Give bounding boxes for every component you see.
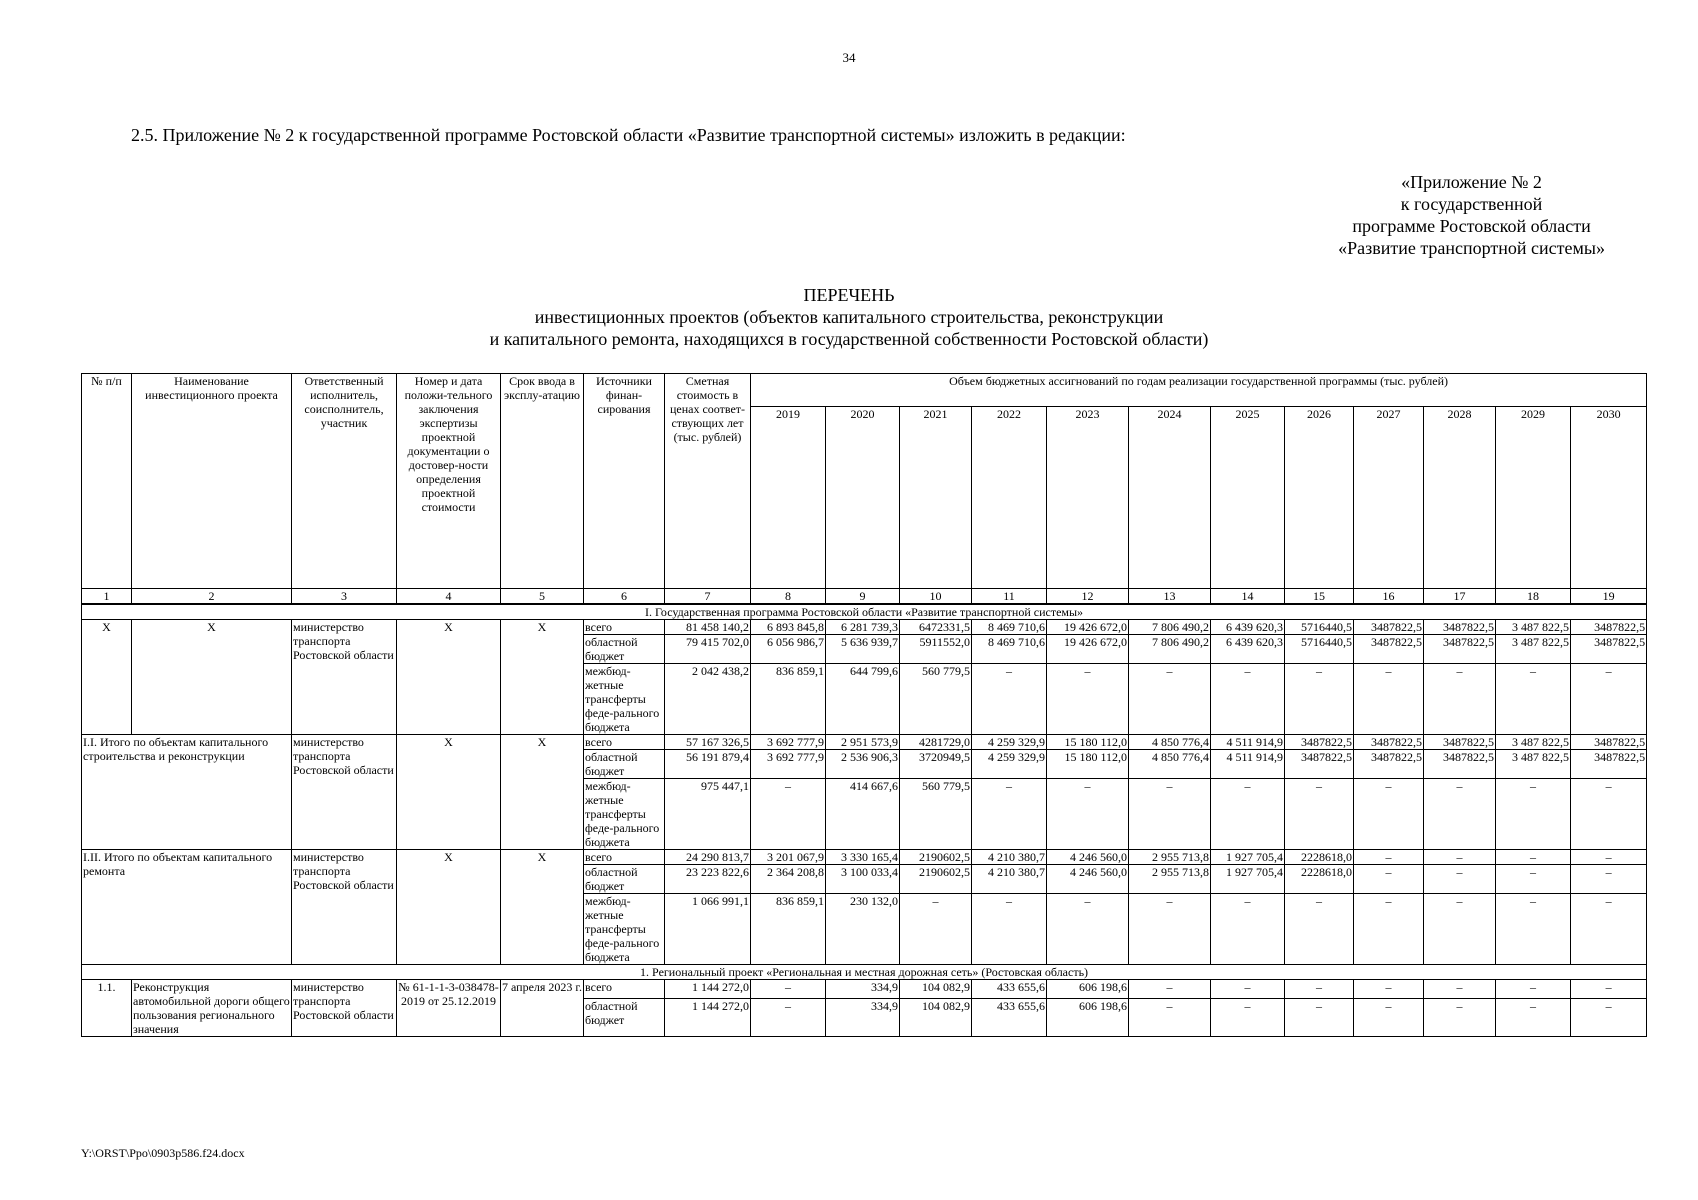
investment-projects-table-wrap <box>81 373 1646 1037</box>
cell-year-value: – <box>1496 894 1571 965</box>
cell-cost: 975 447,1 <box>665 779 751 850</box>
section-program-row <box>82 604 1647 620</box>
cell-cost: 1 066 991,1 <box>665 894 751 965</box>
cell-year-value: 19 426 672,0 <box>1047 635 1129 664</box>
cell-num: X <box>82 620 132 735</box>
cell-year-value: 3 487 822,5 <box>1496 620 1571 635</box>
header-year: 2024 <box>1129 407 1211 589</box>
cell-year-value: 15 180 112,0 <box>1047 735 1129 750</box>
appendix-line: программе Ростовской области <box>1352 216 1591 236</box>
table-row <box>82 735 1647 750</box>
header-year: 2027 <box>1354 407 1424 589</box>
cell-year-value: – <box>1354 865 1424 894</box>
table-row <box>82 620 1647 635</box>
header-num: № п/п <box>82 374 132 589</box>
title-line: инвестиционных проектов (объектов капитального строительства, реконструкции <box>534 307 1164 327</box>
cell-year-value: – <box>1571 980 1647 999</box>
cell-source: областной бюджет <box>584 865 665 894</box>
cell-year-value: 6 893 845,8 <box>751 620 826 635</box>
header-cost: Сметная стоимость в ценах соответ-ствующих лет (тыс. рублей) <box>665 374 751 589</box>
cell-year-value: 7 806 490,2 <box>1129 635 1211 664</box>
column-number: 1 <box>82 589 132 605</box>
cell-year-value: – <box>1211 664 1285 735</box>
cell-year-value: 560 779,5 <box>900 779 972 850</box>
cell-expertise: X <box>397 735 501 850</box>
column-number: 19 <box>1571 589 1647 605</box>
cell-year-value: – <box>1424 865 1496 894</box>
cell-source: областной бюджет <box>584 635 665 664</box>
cell-year-value: 606 198,6 <box>1047 980 1129 999</box>
cell-year-value: 3487822,5 <box>1354 635 1424 664</box>
cell-source: всего <box>584 735 665 750</box>
cell-year-value: 3 487 822,5 <box>1496 750 1571 779</box>
cell-term: X <box>501 735 584 850</box>
cell-year-value: 4 210 380,7 <box>972 865 1047 894</box>
cell-year-value: 644 799,6 <box>826 664 900 735</box>
cell-source: областной бюджет <box>584 750 665 779</box>
table-row <box>82 850 1647 865</box>
cell-year-value: 5911552,0 <box>900 635 972 664</box>
cell-year-value: 2228618,0 <box>1285 865 1354 894</box>
investment-projects-table <box>81 373 1647 1037</box>
cell-year-value: 3487822,5 <box>1571 735 1647 750</box>
cell-year-value: – <box>1424 779 1496 850</box>
column-number: 14 <box>1211 589 1285 605</box>
cell-year-value: 5 636 939,7 <box>826 635 900 664</box>
cell-year-value: 414 667,6 <box>826 779 900 850</box>
cell-year-value: 3 201 067,9 <box>751 850 826 865</box>
cell-year-value: – <box>1211 779 1285 850</box>
cell-year-value: 15 180 112,0 <box>1047 750 1129 779</box>
cell-source: межбюд-жетные трансферты феде-рального бюджета <box>584 894 665 965</box>
cell-year-value: 2190602,5 <box>900 865 972 894</box>
cell-year-value: 4 246 560,0 <box>1047 865 1129 894</box>
cell-year-value: 2190602,5 <box>900 850 972 865</box>
cell-year-value: 334,9 <box>826 980 900 999</box>
header-volume: Объем бюджетных ассигнований по годам реализации государственной программы (тыс. рублей) <box>751 374 1647 407</box>
cell-year-value: 7 806 490,2 <box>1129 620 1211 635</box>
cell-year-value: 2 951 573,9 <box>826 735 900 750</box>
cell-year-value: – <box>1285 980 1354 999</box>
header-year: 2021 <box>900 407 972 589</box>
cell-term: X <box>501 850 584 965</box>
cell-source: межбюд-жетные трансферты феде-рального бюджета <box>584 664 665 735</box>
cell-cost: 81 458 140,2 <box>665 620 751 635</box>
cell-year-value: – <box>1285 664 1354 735</box>
cell-year-value: 104 082,9 <box>900 980 972 999</box>
cell-executor: министерство транспорта Ростовской области <box>292 735 397 850</box>
cell-year-value: – <box>1354 980 1424 999</box>
header-year: 2022 <box>972 407 1047 589</box>
cell-year-value: 3 692 777,9 <box>751 750 826 779</box>
cell-year-value: – <box>751 980 826 999</box>
cell-year-value: 3 692 777,9 <box>751 735 826 750</box>
cell-year-value: 4 511 914,9 <box>1211 750 1285 779</box>
cell-project-name: I.II. Итого по объектам капитального ремонта <box>82 850 292 965</box>
cell-year-value: 6 439 620,3 <box>1211 620 1285 635</box>
cell-year-value: – <box>1354 850 1424 865</box>
cell-executor: министерство транспорта Ростовской области <box>292 980 397 1037</box>
header-executor: Ответственный исполнитель, соисполнитель, участник <box>292 374 397 589</box>
column-number: 13 <box>1129 589 1211 605</box>
section-regional-row <box>82 965 1647 980</box>
cell-year-value: – <box>1424 894 1496 965</box>
cell-project-name: Реконструкция автомобильной дороги общего пользования регионального значения <box>133 980 290 1036</box>
cell-year-value: 3487822,5 <box>1424 635 1496 664</box>
cell-num: 1.1. <box>82 980 132 1037</box>
file-path-footer: Y:\ORST\Ppo\0903p586.f24.docx <box>81 1146 245 1160</box>
cell-year-value: – <box>1285 894 1354 965</box>
header-expertise: Номер и дата положи-тельного заключения экспертизы проектной документации о достовер-ности определения проектной стоимости <box>397 374 501 589</box>
cell-year-value: 433 655,6 <box>972 980 1047 999</box>
cell-year-value: 3487822,5 <box>1285 735 1354 750</box>
column-number: 17 <box>1424 589 1496 605</box>
cell-year-value: 3 330 165,4 <box>826 850 900 865</box>
cell-year-value: 334,9 <box>826 999 900 1037</box>
cell-year-value: 8 469 710,6 <box>972 620 1047 635</box>
header-year: 2028 <box>1424 407 1496 589</box>
cell-year-value: 3 487 822,5 <box>1496 735 1571 750</box>
cell-year-value: – <box>1571 664 1647 735</box>
cell-year-value: 4 511 914,9 <box>1211 735 1285 750</box>
cell-year-value: 3487822,5 <box>1571 750 1647 779</box>
cell-year-value: – <box>1047 894 1129 965</box>
cell-year-value: – <box>1424 664 1496 735</box>
cell-year-value: – <box>1047 779 1129 850</box>
cell-term: 7 апреля 2023 г. <box>501 980 584 1037</box>
cell-year-value: – <box>1285 779 1354 850</box>
document-title <box>0 284 1698 350</box>
column-number: 9 <box>826 589 900 605</box>
cell-executor: министерство транспорта Ростовской области <box>292 620 397 735</box>
header-year: 2023 <box>1047 407 1129 589</box>
cell-source: межбюд-жетные трансферты феде-рального бюджета <box>584 779 665 850</box>
cell-year-value: – <box>1571 894 1647 965</box>
cell-cost: 1 144 272,0 <box>665 999 751 1037</box>
cell-year-value: – <box>1129 999 1211 1037</box>
cell-project-name: X <box>132 620 292 735</box>
title-line: и капитального ремонта, находящихся в государственной собственности Ростовской области) <box>489 329 1209 349</box>
cell-year-value: 4281729,0 <box>900 735 972 750</box>
column-number: 8 <box>751 589 826 605</box>
cell-year-value: 433 655,6 <box>972 999 1047 1037</box>
cell-year-value: – <box>751 779 826 850</box>
cell-year-value: – <box>1571 850 1647 865</box>
cell-year-value: 836 859,1 <box>751 894 826 965</box>
cell-source: всего <box>584 850 665 865</box>
cell-year-value: 3487822,5 <box>1354 750 1424 779</box>
cell-source: областной бюджет <box>584 999 665 1037</box>
column-number: 18 <box>1496 589 1571 605</box>
cell-year-value: – <box>1354 894 1424 965</box>
cell-cost: 1 144 272,0 <box>665 980 751 999</box>
cell-year-value: 5716440,5 <box>1285 620 1354 635</box>
cell-year-value: 3487822,5 <box>1285 750 1354 779</box>
cell-year-value: – <box>1496 999 1571 1037</box>
cell-year-value: – <box>972 664 1047 735</box>
cell-year-value: 4 246 560,0 <box>1047 850 1129 865</box>
cell-cost: 57 167 326,5 <box>665 735 751 750</box>
appendix-line: «Приложение № 2 <box>1401 172 1542 192</box>
cell-year-value: 4 259 329,9 <box>972 735 1047 750</box>
cell-cost: 23 223 822,6 <box>665 865 751 894</box>
section-regional-row-cell: 1. Региональный проект «Региональная и местная дорожная сеть» (Ростовская область) <box>82 965 1647 980</box>
appendix-line: к государственной <box>1400 194 1543 214</box>
cell-year-value: 3487822,5 <box>1354 620 1424 635</box>
cell-year-value: – <box>1129 980 1211 999</box>
cell-year-value: – <box>1211 999 1285 1037</box>
cell-year-value: 3487822,5 <box>1424 750 1496 779</box>
cell-year-value: 1 927 705,4 <box>1211 865 1285 894</box>
cell-year-value: 3487822,5 <box>1571 635 1647 664</box>
header-term: Срок ввода в эксплу-атацию <box>501 374 584 589</box>
cell-year-value: – <box>1047 664 1129 735</box>
header-year: 2020 <box>826 407 900 589</box>
title-line: ПЕРЕЧЕНЬ <box>803 285 895 305</box>
cell-year-value: – <box>1496 865 1571 894</box>
cell-year-value: – <box>1424 980 1496 999</box>
header-year: 2025 <box>1211 407 1285 589</box>
cell-year-value: 3487822,5 <box>1354 735 1424 750</box>
cell-year-value: 3 100 033,4 <box>826 865 900 894</box>
cell-year-value: – <box>1571 865 1647 894</box>
cell-year-value: 2228618,0 <box>1285 850 1354 865</box>
column-number: 12 <box>1047 589 1129 605</box>
cell-year-value: 4 850 776,4 <box>1129 750 1211 779</box>
cell-year-value: 4 210 380,7 <box>972 850 1047 865</box>
cell-year-value: 3 487 822,5 <box>1496 635 1571 664</box>
cell-year-value: – <box>1129 779 1211 850</box>
cell-year-value: 606 198,6 <box>1047 999 1129 1037</box>
cell-year-value: – <box>1571 999 1647 1037</box>
cell-expertise: № 61-1-1-3-038478-2019 от 25.12.2019 <box>397 980 501 1037</box>
column-number: 5 <box>501 589 584 605</box>
header-year: 2026 <box>1285 407 1354 589</box>
cell-year-value: – <box>1354 779 1424 850</box>
cell-year-value: 6 056 986,7 <box>751 635 826 664</box>
cell-source: всего <box>584 620 665 635</box>
cell-cost: 24 290 813,7 <box>665 850 751 865</box>
page-number: 34 <box>842 50 856 65</box>
cell-year-value: 8 469 710,6 <box>972 635 1047 664</box>
cell-year-value: – <box>1354 999 1424 1037</box>
column-number: 10 <box>900 589 972 605</box>
cell-year-value: – <box>1496 980 1571 999</box>
cell-expertise: X <box>397 620 501 735</box>
cell-year-value: – <box>972 894 1047 965</box>
table-row <box>82 980 1647 999</box>
cell-year-value: – <box>900 894 972 965</box>
appendix-line: «Развитие транспортной системы» <box>1338 238 1605 258</box>
section-program-row-cell: I. Государственная программа Ростовской области «Развитие транспортной системы» <box>82 604 1647 620</box>
cell-year-value: – <box>1211 894 1285 965</box>
cell-project-name: I.I. Итого по объектам капитального строительства и реконструкции <box>82 735 292 850</box>
header-sources: Источники финан-сирования <box>584 374 665 589</box>
cell-expertise: X <box>397 850 501 965</box>
appendix-note <box>1338 171 1605 259</box>
header-name: Наименование инвестиционного проекта <box>132 374 292 589</box>
cell-year-value: – <box>1354 664 1424 735</box>
column-number: 11 <box>972 589 1047 605</box>
cell-year-value: 2 364 208,8 <box>751 865 826 894</box>
header-year: 2030 <box>1571 407 1647 589</box>
cell-year-value: – <box>972 779 1047 850</box>
column-number: 15 <box>1285 589 1354 605</box>
cell-year-value: 1 927 705,4 <box>1211 850 1285 865</box>
cell-year-value: 560 779,5 <box>900 664 972 735</box>
cell-year-value: – <box>1496 779 1571 850</box>
column-number: 4 <box>397 589 501 605</box>
cell-year-value: 230 132,0 <box>826 894 900 965</box>
cell-year-value: 3720949,5 <box>900 750 972 779</box>
cell-year-value: 2 955 713,8 <box>1129 850 1211 865</box>
cell-year-value: – <box>1211 980 1285 999</box>
cell-year-value: 6 281 739,3 <box>826 620 900 635</box>
cell-source: всего <box>584 980 665 999</box>
cell-year-value: 4 259 329,9 <box>972 750 1047 779</box>
cell-cost: 2 042 438,2 <box>665 664 751 735</box>
cell-year-value: 3487822,5 <box>1424 620 1496 635</box>
cell-year-value: – <box>1496 664 1571 735</box>
cell-year-value: 4 850 776,4 <box>1129 735 1211 750</box>
cell-year-value: 104 082,9 <box>900 999 972 1037</box>
header-year: 2029 <box>1496 407 1571 589</box>
cell-year-value: 3487822,5 <box>1571 620 1647 635</box>
cell-year-value: 6472331,5 <box>900 620 972 635</box>
cell-year-value: 2 955 713,8 <box>1129 865 1211 894</box>
cell-year-value: – <box>1496 850 1571 865</box>
cell-year-value: – <box>1285 999 1354 1037</box>
column-number: 16 <box>1354 589 1424 605</box>
cell-year-value: 3487822,5 <box>1424 735 1496 750</box>
cell-year-value: 19 426 672,0 <box>1047 620 1129 635</box>
cell-year-value: – <box>1424 850 1496 865</box>
cell-year-value: – <box>751 999 826 1037</box>
column-number: 2 <box>132 589 292 605</box>
cell-cost: 56 191 879,4 <box>665 750 751 779</box>
cell-year-value: 2 536 906,3 <box>826 750 900 779</box>
column-number: 7 <box>665 589 751 605</box>
cell-year-value: – <box>1129 664 1211 735</box>
cell-cost: 79 415 702,0 <box>665 635 751 664</box>
cell-term: X <box>501 620 584 735</box>
cell-year-value: – <box>1129 894 1211 965</box>
cell-year-value: 836 859,1 <box>751 664 826 735</box>
header-year: 2019 <box>751 407 826 589</box>
cell-year-value: – <box>1571 779 1647 850</box>
cell-year-value: 6 439 620,3 <box>1211 635 1285 664</box>
intro-paragraph: 2.5. Приложение № 2 к государственной программе Ростовской области «Развитие транспортной системы» изложить в редакции: <box>131 125 1126 145</box>
cell-year-value: – <box>1424 999 1496 1037</box>
cell-year-value: 5716440,5 <box>1285 635 1354 664</box>
column-number: 3 <box>292 589 397 605</box>
cell-executor: министерство транспорта Ростовской области <box>292 850 397 965</box>
column-number: 6 <box>584 589 665 605</box>
